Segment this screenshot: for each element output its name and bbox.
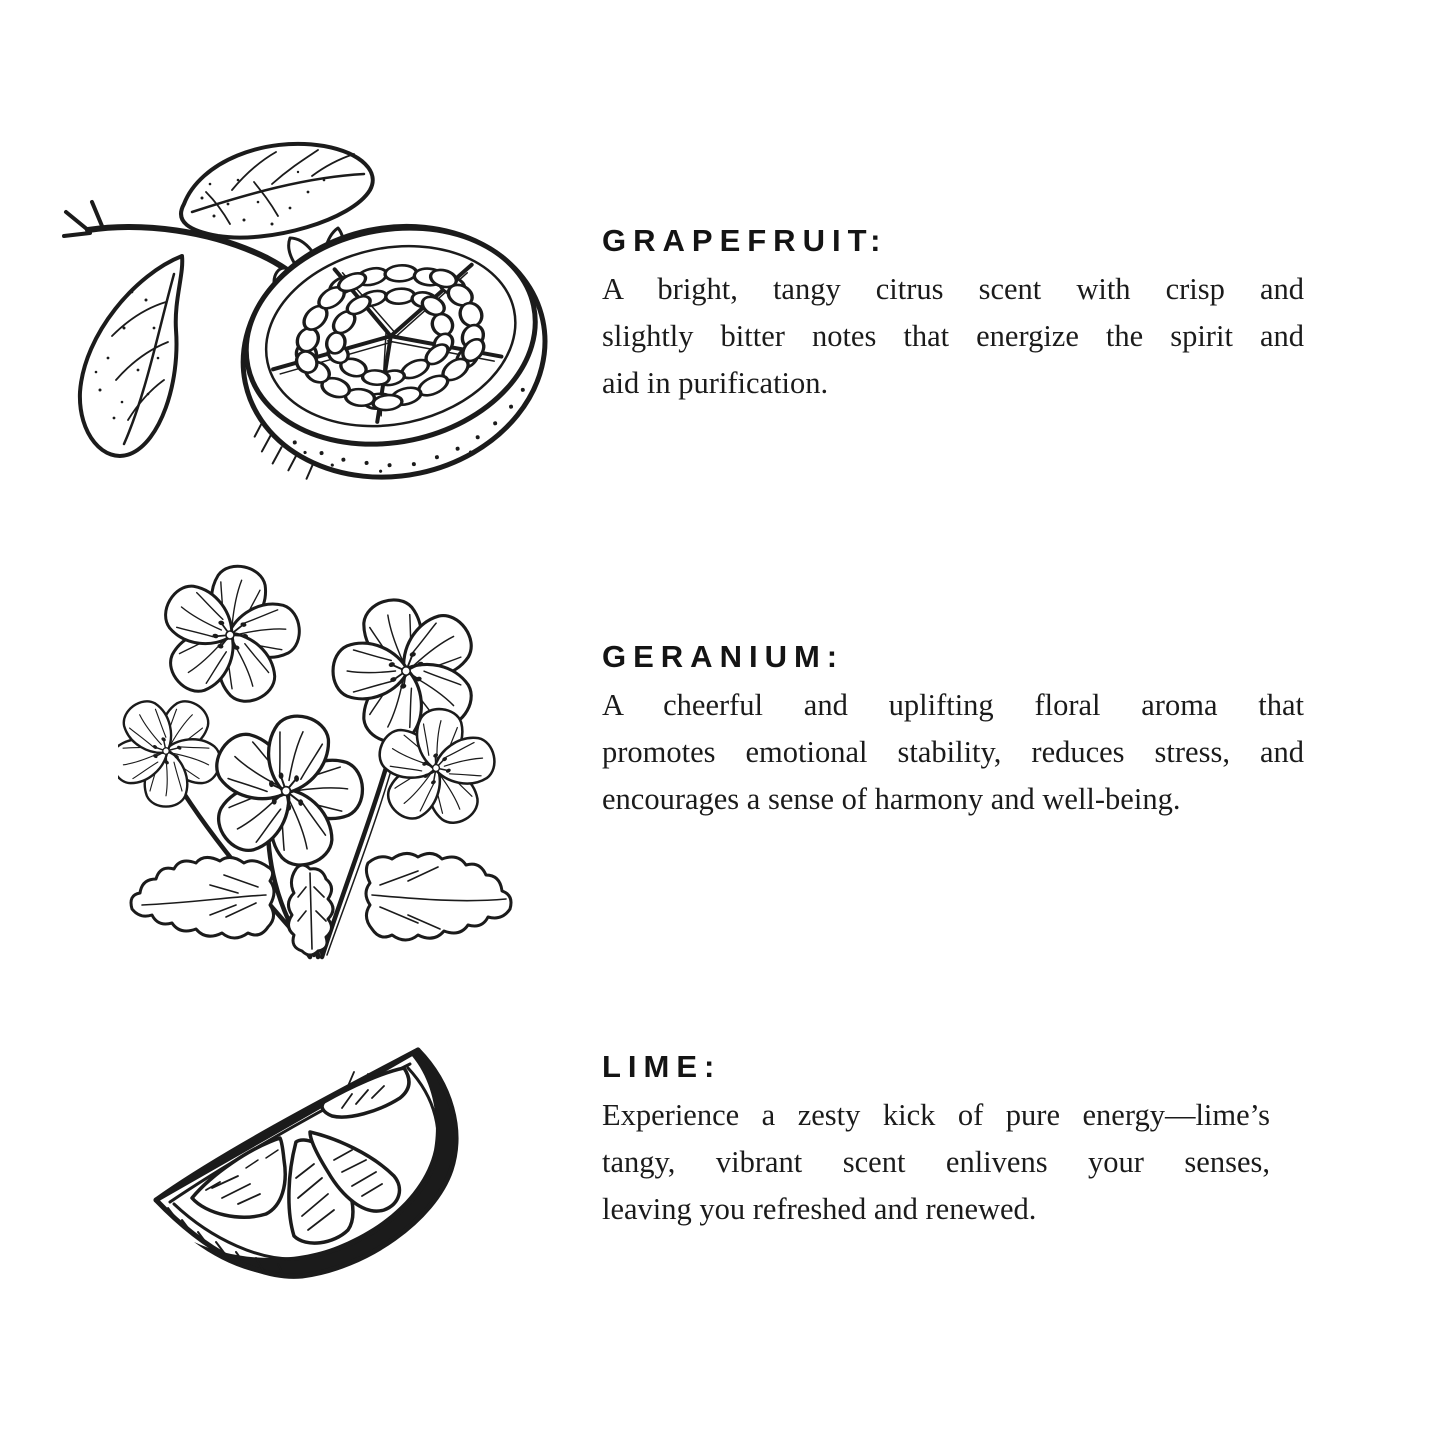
section-geranium <box>602 638 1304 823</box>
description-line: leaving you refreshed and renewed. <box>602 1192 1037 1226</box>
description-line: Experience a zesty kick of pure energy—lime’s <box>602 1098 1270 1132</box>
description-line: aid in purification. <box>602 366 829 400</box>
leaf-icon <box>80 256 182 456</box>
geranium-flowers <box>118 563 520 875</box>
geranium-leaf <box>288 865 333 955</box>
geranium-description <box>602 682 1304 823</box>
section-lime <box>602 1048 1270 1233</box>
lime-wedge-icon <box>156 1050 456 1277</box>
lime-description <box>602 1092 1270 1233</box>
description-line: promotes emotional stability, reduces stress, and <box>602 735 1304 769</box>
description-line: tangy, vibrant scent enlivens your senses, <box>602 1145 1270 1179</box>
grapefruit-illustration <box>62 132 548 484</box>
description-line: slightly bitter notes that energize the spirit and <box>602 319 1304 353</box>
description-line: encourages a sense of harmony and well-being. <box>602 782 1181 816</box>
section-grapefruit <box>602 222 1304 407</box>
grapefruit-heading: GRAPEFRUIT: <box>602 223 888 258</box>
lime-illustration <box>146 1038 476 1282</box>
grapefruit-description <box>602 266 1304 407</box>
description-line: A bright, tangy citrus scent with crisp and <box>602 272 1304 306</box>
description-line: A cheerful and uplifting floral aroma that <box>602 688 1304 722</box>
lime-heading: LIME: <box>602 1049 722 1084</box>
leaf-icon <box>181 144 373 238</box>
geranium-leaf <box>366 853 511 940</box>
halved-grapefruit-icon <box>218 199 548 484</box>
geranium-illustration <box>118 563 526 961</box>
geranium-leaf <box>131 857 274 938</box>
geranium-heading: GERANIUM: <box>602 639 845 674</box>
